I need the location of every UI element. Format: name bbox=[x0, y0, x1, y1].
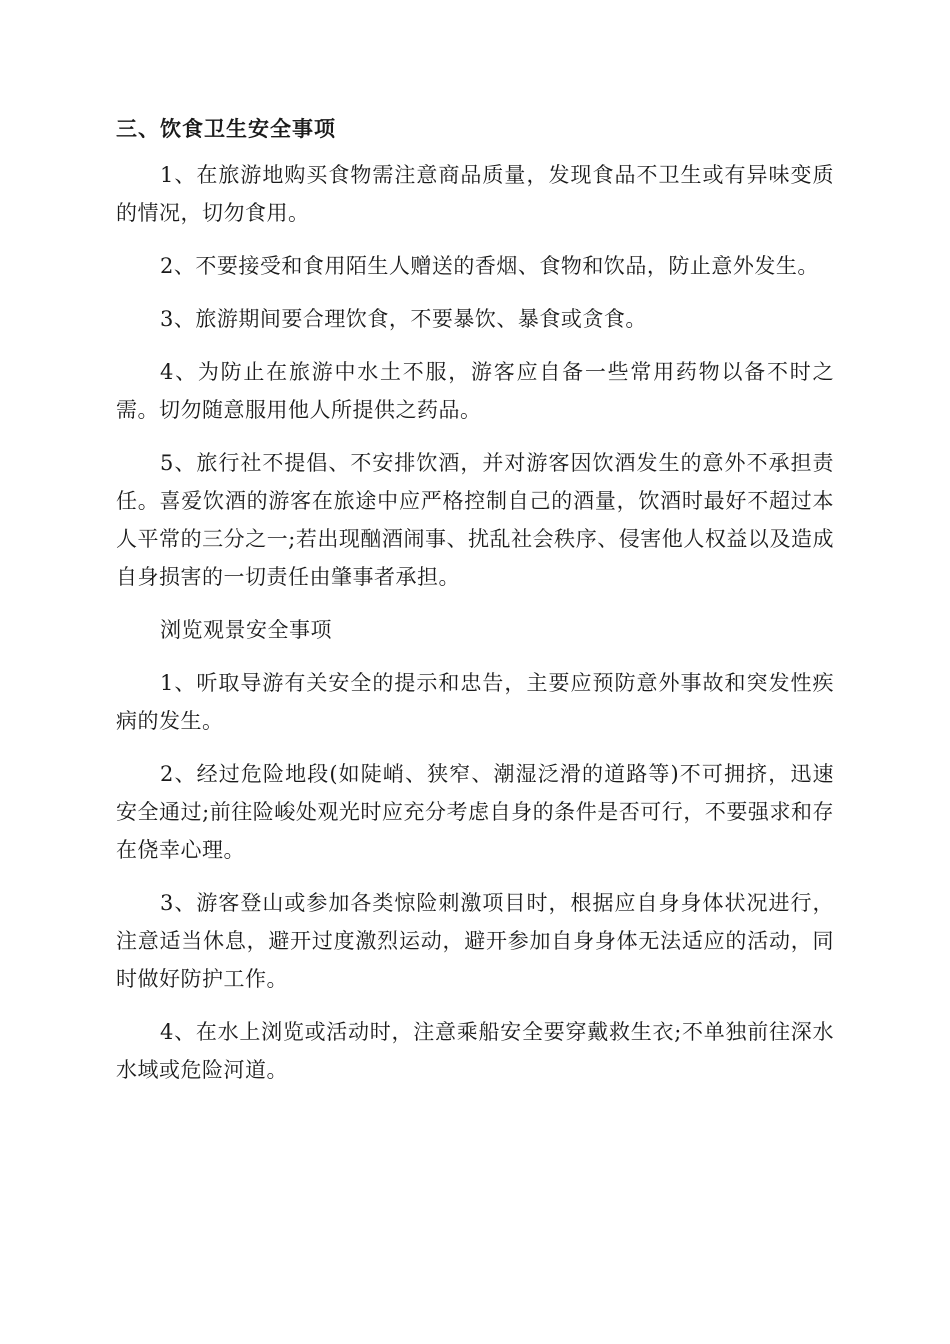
paragraph: 4、为防止在旅游中水土不服，游客应自备一些常用药物以备不时之需。切勿随意服用他人所提供之药品。 bbox=[116, 360, 834, 422]
paragraph: 1、在旅游地购买食物需注意商品质量，发现食品不卫生或有异味变质的情况，切勿食用。 bbox=[116, 163, 834, 225]
paragraph: 5、旅行社不提倡、不安排饮酒，并对游客因饮酒发生的意外不承担责任。喜爱饮酒的游客在旅途中应严格控制自己的酒量，饮酒时最好不超过本人平常的三分之一;若出现酗酒闹事、扰乱社会秩序、侵害他人权益以及造成自身损害的一切责任由肇事者承担。 bbox=[116, 451, 834, 589]
paragraph: 1、听取导游有关安全的提示和忠告，主要应预防意外事故和突发性疾病的发生。 bbox=[116, 671, 834, 733]
paragraph: 3、游客登山或参加各类惊险刺激项目时，根据应自身身体状况进行，注意适当休息，避开过度激烈运动，避开参加自身身体无法适应的活动，同时做好防护工作。 bbox=[116, 891, 834, 991]
paragraph: 3、旅游期间要合理饮食，不要暴饮、暴食或贪食。 bbox=[160, 307, 647, 331]
section-heading-food-safety: 三、饮食卫生安全事项 bbox=[116, 117, 336, 141]
document-page bbox=[116, 110, 834, 1104]
paragraph: 2、不要接受和食用陌生人赠送的香烟、食物和饮品，防止意外发生。 bbox=[160, 254, 819, 278]
section-heading-sightseeing-safety: 浏览观景安全事项 bbox=[160, 618, 332, 642]
paragraph: 4、在水上浏览或活动时，注意乘船安全要穿戴救生衣;不单独前往深水水域或危险河道。 bbox=[116, 1020, 834, 1082]
paragraph: 2、经过危险地段(如陡峭、狭窄、潮湿泛滑的道路等)不可拥挤，迅速安全通过;前往险峻处观光时应充分考虑自身的条件是否可行，不要强求和存在侥幸心理。 bbox=[116, 762, 834, 862]
